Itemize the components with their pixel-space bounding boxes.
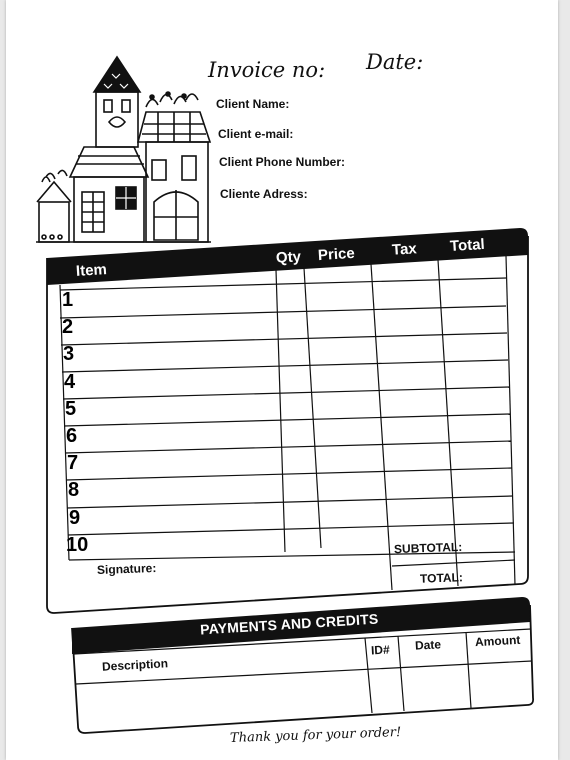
client-name-label: Client Name: xyxy=(216,97,290,111)
column-price: Price xyxy=(317,244,356,265)
row-number: 4 xyxy=(64,371,76,393)
row-number: 2 xyxy=(62,316,74,338)
payments-column-description: Description xyxy=(101,656,169,674)
payments-column-amount: Amount xyxy=(474,632,521,650)
payments-column-date: Date xyxy=(414,637,442,653)
column-total: Total xyxy=(449,235,486,256)
row-number: 9 xyxy=(69,507,81,529)
payments-title: PAYMENTS AND CREDITS xyxy=(199,610,379,638)
date-label: Date: xyxy=(366,50,424,74)
column-item: Item xyxy=(75,261,108,280)
row-number: 7 xyxy=(67,452,79,474)
client-address-label: Cliente Adress: xyxy=(220,187,308,201)
row-number: 8 xyxy=(68,479,80,501)
column-tax: Tax xyxy=(391,240,418,259)
column-qty: Qty xyxy=(275,248,302,267)
subtotal-label: SUBTOTAL: xyxy=(393,539,463,557)
thank-you-note: Thank you for your order! xyxy=(229,725,402,746)
row-number: 10 xyxy=(66,534,89,556)
signature-label: Signature: xyxy=(96,560,157,578)
client-phone-label: Client Phone Number: xyxy=(219,155,346,169)
row-number: 5 xyxy=(65,398,77,420)
total-label: TOTAL: xyxy=(419,570,464,586)
row-number: 6 xyxy=(66,425,78,447)
client-email-label: Client e-mail: xyxy=(218,127,294,141)
payments-column-id: ID# xyxy=(370,642,391,658)
row-number: 1 xyxy=(62,289,74,311)
row-number: 3 xyxy=(63,343,75,365)
invoice-number-label: Invoice no: xyxy=(208,58,326,82)
